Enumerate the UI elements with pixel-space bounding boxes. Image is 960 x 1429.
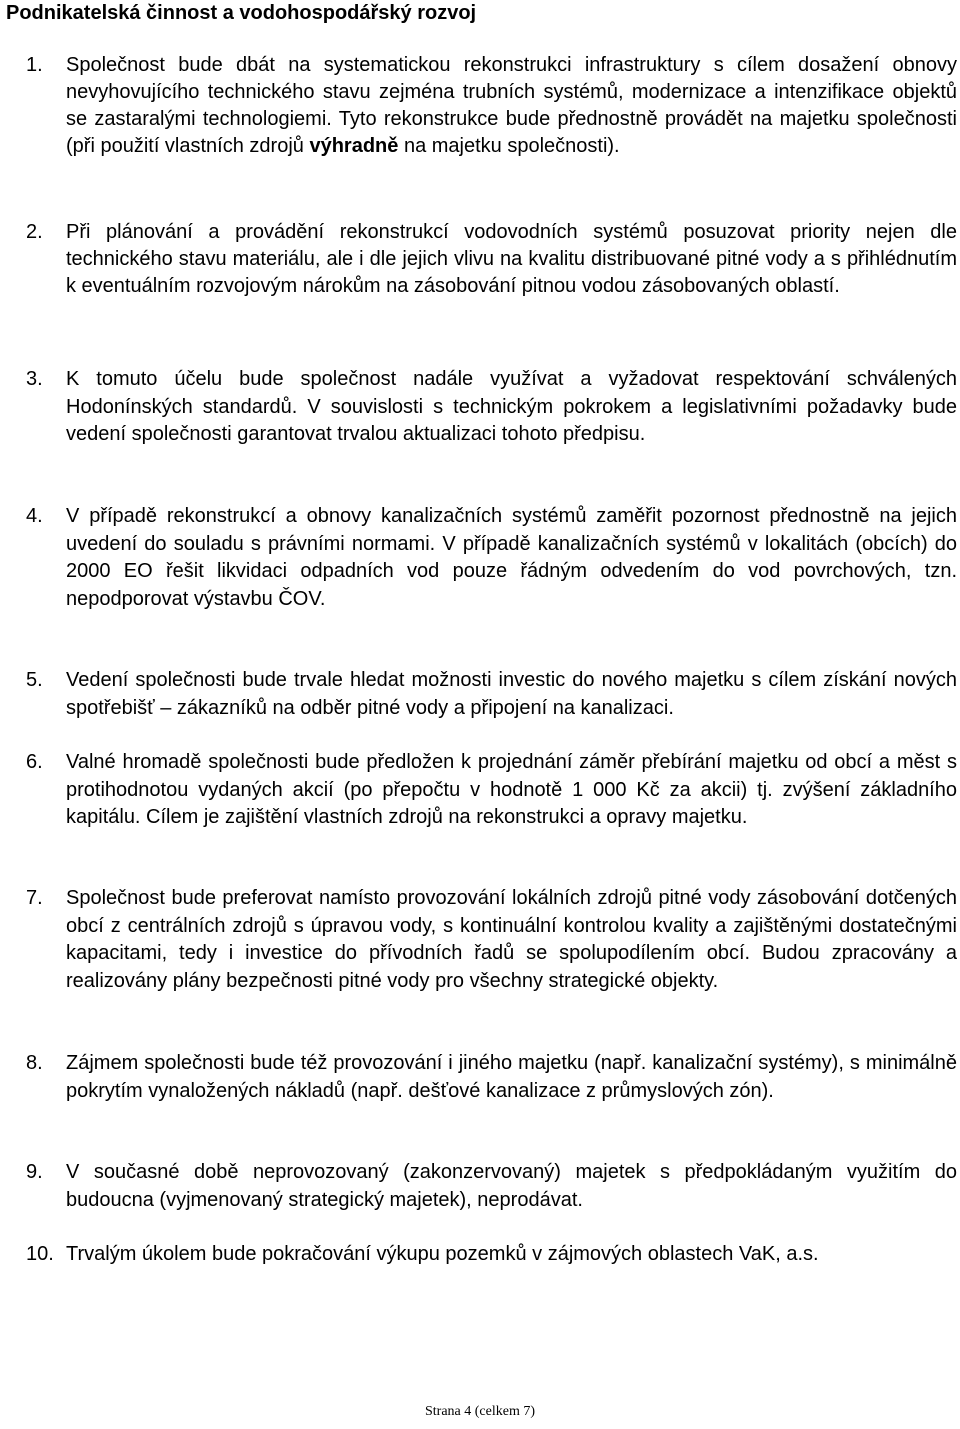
- item-text: V případě rekonstrukcí a obnovy kanalizačních systémů zaměřit pozornost přednostně na jejich uvedení do souladu s právními normami. V případě kanalizačních systémů v lokalitách (obcích) do 2000 EO řešit likvidaci odpadních vod pouze řádným odvedením do vod povrchových, tzn. nepodporovat výstavbu ČOV.: [66, 505, 957, 610]
- item-text: Zájmem společnosti bude též provozování i jiného majetku (např. kanalizační systémy), s minimálně pokrytím vynaložených nákladů (např. dešťové kanalizace z průmyslových zón).: [66, 1052, 957, 1102]
- item-text: K tomuto účelu bude společnost nadále využívat a vyžadovat respektování schválených Hodonínských standardů. V souvislosti s technickým pokrokem a legislativními požadavky bude vedení společnosti garantovat trvalou aktualizaci tohoto předpisu.: [66, 368, 957, 446]
- item-number: 1.: [26, 54, 43, 76]
- list-item-8: [26, 1050, 957, 1105]
- item-text: Společnost bude preferovat namísto provozování lokálních zdrojů pitné vody zásobování dotčených obcí z centrálních zdrojů s úpravou vody, s kontinuální kontrolou kvality a zajištěnými dostatečnými kapacitami, tedy i investice do přívodních řadů se spolupodílením obcí. Budou zpracovány a realizovány plány bezpečnosti pitné vody pro všechny strategické objekty.: [66, 887, 957, 992]
- list-item-6: [26, 749, 957, 832]
- item-text: Vedení společnosti bude trvale hledat možnosti investic do nového majetku s cílem získání nových spotřebišť – zákazníků na odběr pitné vody a připojení na kanalizaci.: [66, 669, 957, 719]
- page-title: Podnikatelská činnost a vodohospodářský rozvoj: [6, 2, 477, 24]
- item-text: V současné době neprovozovaný (zakonzervovaný) majetek s předpokládaným využitím do budoucna (vyjmenovaný strategický majetek), neprodávat.: [66, 1161, 957, 1211]
- item-number: 7.: [26, 887, 43, 909]
- list-item-2: [26, 219, 957, 300]
- page-footer: Strana 4 (celkem 7): [424, 1404, 535, 1419]
- item-number: 5.: [26, 669, 43, 691]
- list-item-7: [26, 885, 957, 995]
- item-text: Valné hromadě společnosti bude předložen k projednání záměr přebírání majetku od obcí a měst s protihodnotou vydaných akcií (po přepočtu v hodnotě 1 000 Kč za akcii) tj. zvýšení základního kapitálu. Cílem je zajištění vlastních zdrojů na rekonstrukci a opravy majetku.: [66, 751, 957, 829]
- item-number: 9.: [26, 1161, 43, 1183]
- list-item-10: [26, 1241, 957, 1269]
- item-number: 3.: [26, 368, 43, 390]
- item-number: 6.: [26, 751, 43, 773]
- item-number: 8.: [26, 1052, 43, 1074]
- list-item-3: [26, 366, 957, 449]
- item-number: 4.: [26, 505, 43, 527]
- list-item-5: [26, 667, 957, 722]
- item-number: 10.: [26, 1243, 54, 1265]
- list-item-1: [26, 52, 957, 160]
- item-text: Trvalým úkolem bude pokračování výkupu pozemků v zájmových oblastech VaK, a.s.: [66, 1243, 819, 1265]
- list-item-9: [26, 1159, 957, 1214]
- item-number: 2.: [26, 221, 43, 243]
- emphasis-text: výhradně: [309, 135, 399, 157]
- item-text: Při plánování a provádění rekonstrukcí vodovodních systémů posuzovat priority nejen dle technického stavu materiálu, ale i dle jejich vlivu na kvalitu distribuované pitné vody a s přihlédnutím k eventuálním rozvojovým nárokům na zásobování pitnou vodou zásobovaných oblastí.: [66, 221, 957, 297]
- item-text: Společnost bude dbát na systematickou rekonstrukci infrastruktury s cílem dosažení obnovy nevyhovujícího technického stavu zejména trubních systémů, modernizace a intenzifikace objektů se zastaralými technologiemi. Tyto rekonstrukce bude přednostně provádět na majetku společnosti (při použití vlastních zdrojů výhradně na majetku společnosti).: [66, 54, 957, 157]
- list-item-4: [26, 503, 957, 613]
